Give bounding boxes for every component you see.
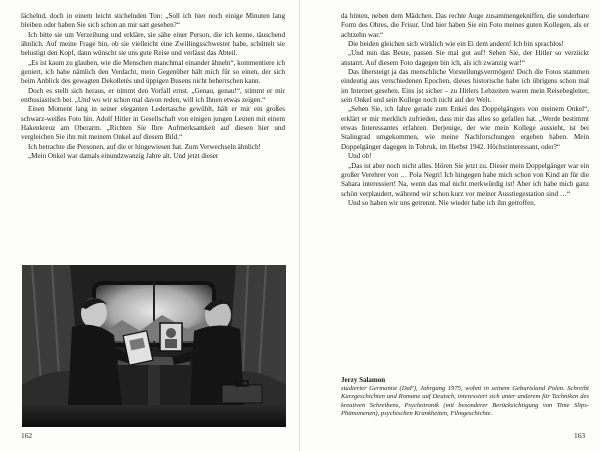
right-page-text — [341, 12, 589, 208]
paragraph: Doch es stellt sich heraus, er nimmt den Vorfall ernst. „Genau, genau!“, stimmt er mir enthusiastisch bei. „Und wo wir schon mal davon reden, will ich Ihnen etwas zeigen.“ — [21, 86, 285, 105]
left-page-text — [21, 12, 285, 162]
illustration-drawing — [22, 265, 286, 427]
paragraph: da hinten, neben dem Mädchen. Das rechte Auge zusammengekniffen, die sonderbare Form des Ohres, die Frisur. Und hier haben Sie ein Foto meines guten Kollegen, als er achtzehn war.“ — [341, 12, 589, 39]
paragraph: Ich bitte sie um Verzeihung und erkläre, sie sähe einer Person, die ich kenne, täuschend ähnlich. Auf meine Frage hin, ob sie vielleicht eine Zwillingsschwester habe, schüttelt sie belustigt den Kopf, dann wünscht sie uns gute Reise und verlässt das Abteil. — [21, 30, 285, 58]
page-number-right: 163 — [574, 431, 586, 440]
paragraph: Ich betrachte die Personen, auf die er hingewiesen hat. Zum Verwechseln ähnlich! — [28, 142, 261, 151]
page-number-left: 162 — [21, 431, 33, 440]
paragraph: „Und nun das Beste, passen Sie mal gut auf! Sehen Sie, der Hitler so verzückt anstarrt. Auf diesem Foto dagegen bin ich, als ich zwanzig war!“ — [341, 49, 589, 67]
paragraph: „Sehen Sie, ich fahre gerade zum Enkel des Doppelgängers von meinem Onkel“, erklärt er mir merklich zufrieden, dass mir das alles so gefallen hat. „Werde bestimmt etwas Interessantes erfahren. Derjenige, der wie mein Kollege aussieht, ist bei Stalingrad umgekommen, wie meine Nachforschungen ergeben haben. Mein Doppelgänger dagegen in Tobruk, im Herbst 1942. Höchstinteressant, oder?“ — [341, 105, 589, 151]
paragraph: „Es ist kaum zu glauben, wie die Menschen manchmal einander ähneln“, kommentiere ich geniert, ich habe nämlich den Verdacht, mein Gegenüber hält mich für so einen, der sich beim Anblick des gewagten Dekolletés und üppigen Busens nicht beherrschen kann. — [21, 58, 285, 86]
right-page — [300, 0, 600, 451]
author-bio-text: studierter Germanist (DaF), Jahrgang 1975, wohnt in seinem Geburtsland Polen. Schreibt Kurzgeschichten und Romane auf Deutsch, interessiert sich unter anderem für Techniken des kreativen Schreibens, Psychotronik (mit besonderer Berücksichtigung von Time Slips-Phänomenen), psychischen Krankheiten, Filmgeschichte. — [341, 384, 589, 418]
paragraph: Das übersteigt ja das menschliche Vorstellungsvermögen! Doch die Fotos stammen eindeutig aus verschiedenen Epochen, dieses historische habe ich übrigens schon mal im Internet gesehen. Eins ist sicher – zu Hitlers Lebzeiten waren mein Reisebegleiter, sein Onkel und sein Kollege noch nicht auf der Welt. — [341, 68, 589, 105]
paragraph: Und so haben wir uns getrennt. Nie wieder habe ich ihn getroffen. — [348, 198, 536, 207]
paragraph: „Das ist aber noch nicht alles. Hören Sie jetzt zu. Dieser mein Doppelgänger war ein großer Verehrer von … Pola Negri! Ich hingegen habe mich schon von Kind an für die Sahara interessiert! Na, wenn das mal nicht merkwürdig ist! Aber ich habe mich ganz schön verplaudert, während wir schon kurz vor meiner Ausstiegestation sind …“ — [341, 161, 589, 198]
paragraph: Die beiden gleichen sich wirklich wie ein Ei dem andern! Ich bin sprachlos! — [348, 40, 564, 49]
author-bio — [341, 376, 589, 419]
paragraph: „Mein Onkel war damals einundzwanzig Jahre alt. Und jetzt dieser — [28, 152, 219, 161]
paragraph: Einen Moment lang in seiner eleganten Ledertasche gewühlt, hält er mir ein großes schwarz-weißes Foto hin. Adolf Hitler in Gesellschaft von einigen jungen Leuten mit einem Hakenkreuz am Oberarm. „Richten Sie Ihre Aufmerksamkeit auf diesen hier und vergleichen Sie ihn mit meinem Onkel auf diesem Bild.“ — [21, 105, 285, 142]
train-compartment-illustration — [22, 265, 286, 427]
author-name: Jerzy Salamon — [341, 376, 386, 384]
paragraph: lächelnd, doch in einem leicht stichelnden Ton: „Soll ich hier noch einige Minuten lang bleiben oder haben Sie sich schon an mir satt gesehen?“ — [21, 12, 285, 30]
paragraph: Und ob! — [348, 152, 372, 161]
